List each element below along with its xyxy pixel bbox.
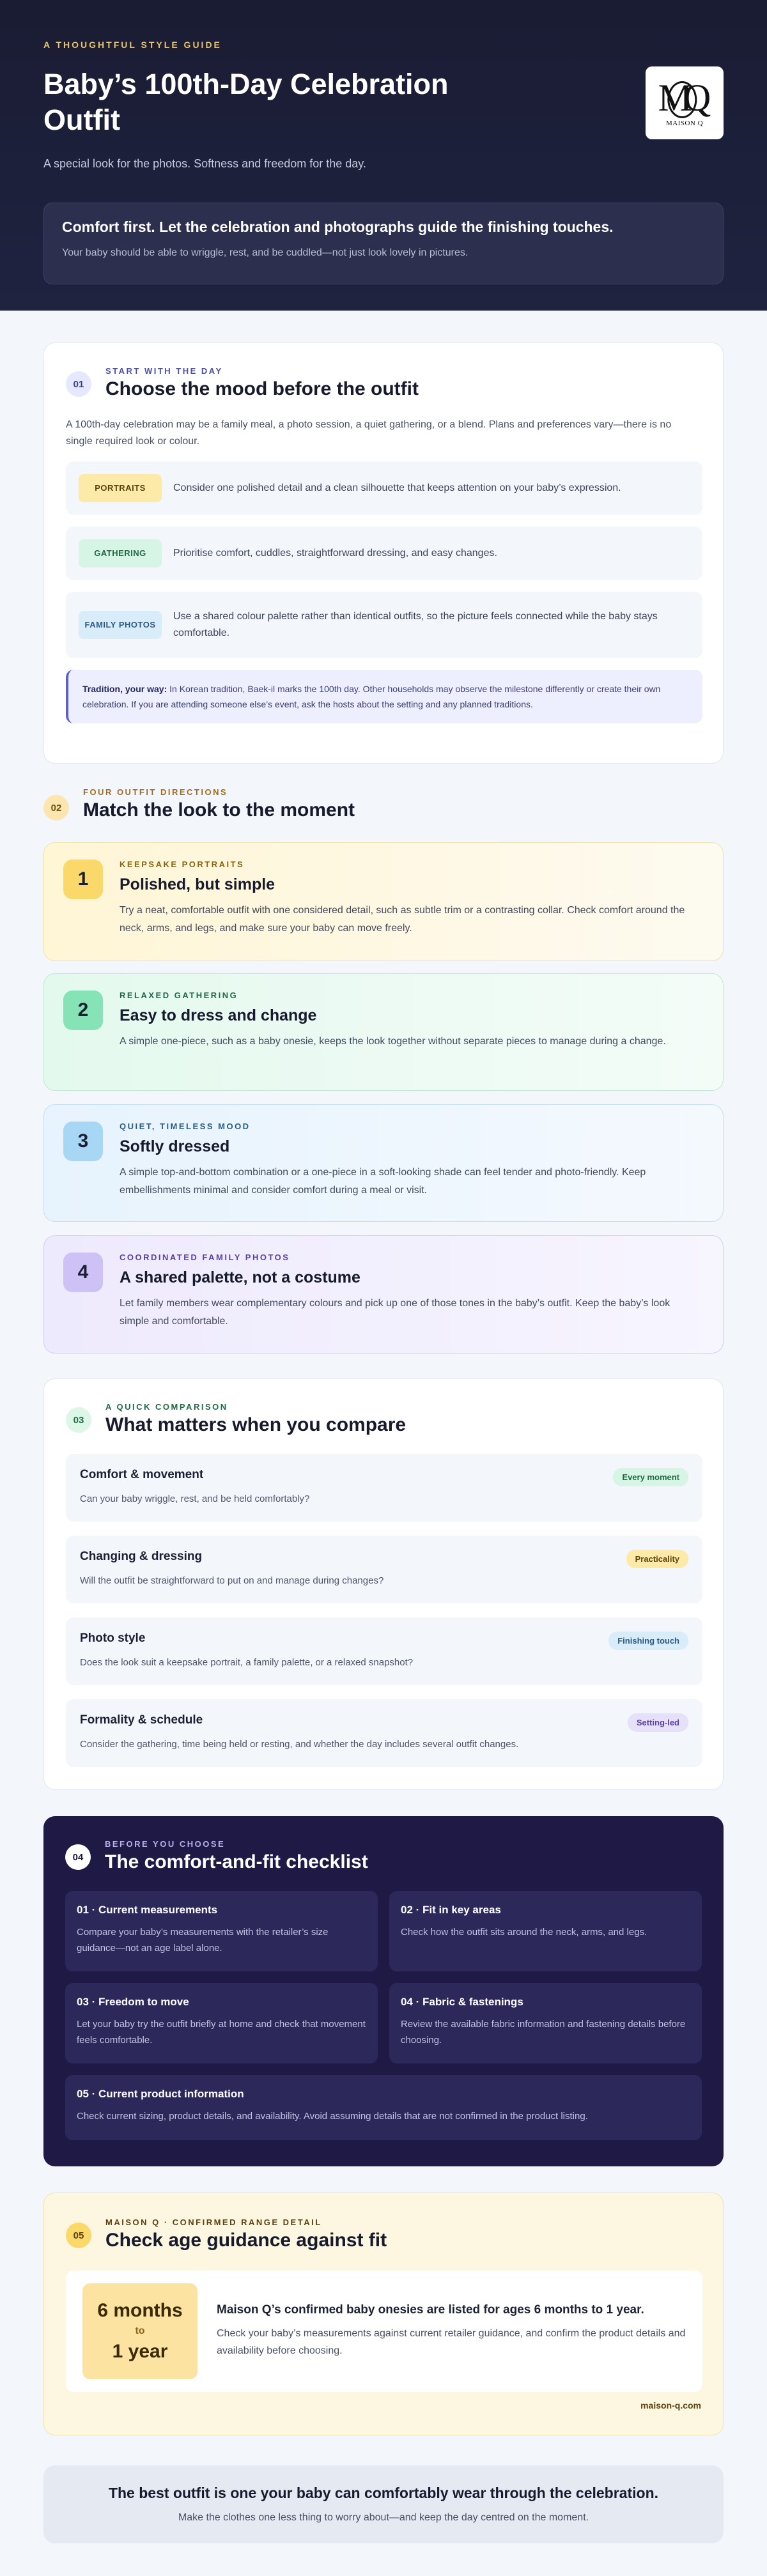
comparison-title: Changing & dressing [80,1550,203,1563]
checklist-item-title: 03 · Freedom to move [77,1996,189,2008]
section-header [66,366,701,400]
comparison-tag: Finishing touch [608,1631,688,1650]
section-number-badge: 01 [66,371,91,397]
section-title: What matters when you compare [105,1414,407,1435]
age-from: 6 months [97,2300,183,2321]
direction-text: A simple top-and-bottom combination or a one-piece in a soft-looking shade can feel tender and photo-friendly. Keep embellishments minimal and consider comfort during a meal or visit. [120,1167,646,1196]
comparison-title: Comfort & movement [80,1468,204,1481]
age-panel-title: Maison Q’s confirmed baby onesies are listed for ages 6 months to 1 year. [217,2303,644,2317]
direction-title: Easy to dress and change [120,1006,317,1024]
comparison-text: Does the look suit a keepsake portrait, a family palette, or a relaxed snapshot? [80,1657,414,1668]
direction-text: Try a neat, comfortable outfit with one considered detail, such as subtle trim or a contrasting collar. Check comfort around the neck, arms, and legs, and make sure your baby can move freely. [120,905,685,934]
section-intro: A 100th-day celebration may be a family meal, a photo session, a quiet gathering, or a blend. Plans and preferences vary—there is no single required look or colour. [66,419,672,447]
comparison-tag: Every moment [613,1468,688,1486]
site-link[interactable]: maison-q.com [640,2400,701,2410]
logo-monogram: MQ [658,79,711,117]
checklist-item-title: 02 · Fit in key areas [401,1904,501,1916]
comparison-text: Will the outfit be straightforward to put on and manage during changes? [80,1575,384,1586]
section-eyebrow: MAISON Q · CONFIRMED RANGE DETAIL [105,2217,322,2227]
age-panel-text: Check your baby’s measurements against current retailer guidance, and confirm the product details and availability before choosing. [217,2328,686,2356]
mood-row-family-photos [66,592,702,658]
direction-number: 1 [63,860,103,899]
checklist-item [65,1891,378,1971]
mood-row-gathering [66,527,702,580]
section-title: The comfort-and-fit checklist [105,1851,368,1872]
section-title: Match the look to the moment [83,799,355,821]
mood-pill: GATHERING [79,539,162,567]
comparison-row [66,1617,702,1685]
hero-subtitle: A special look for the photos. Softness and freedom for the day. [43,157,366,170]
section-header [66,2217,701,2251]
section-number-badge: 02 [43,795,69,821]
direction-eyebrow: KEEPSAKE PORTRAITS [120,860,245,869]
comparison-row [66,1536,702,1603]
checklist-item-title: 01 · Current measurements [77,1904,218,1916]
tradition-note [66,670,702,723]
comparison-text: Consider the gathering, time being held or resting, and whether the day includes several outfit changes. [80,1739,519,1750]
checklist-item-title: 04 · Fabric & fastenings [401,1996,523,2008]
age-to: 1 year [112,2341,168,2362]
section-header [66,1402,701,1436]
section-eyebrow: A QUICK COMPARISON [105,1402,228,1412]
mood-row-portraits [66,461,702,515]
hero-header [0,0,767,311]
section-outfit-directions-header [43,787,355,821]
closing-text: Make the clothes one less thing to worry about—and keep the day centred on the moment. [178,2512,589,2523]
direction-card-keepsake [43,842,724,961]
hero-eyebrow: A THOUGHTFUL STYLE GUIDE [43,40,222,50]
mood-text: Use a shared colour palette rather than identical outfits, so the picture feels connected while the baby stays comfortable. [173,611,658,638]
page-title: Baby’s 100th-Day Celebration Outfit [43,68,449,136]
direction-title: A shared palette, not a costume [120,1269,360,1286]
checklist-item [65,1983,378,2063]
section-header [65,1839,702,1873]
direction-card-relaxed [43,973,724,1091]
closing-banner [43,2465,724,2543]
comparison-tag: Setting-led [628,1713,688,1732]
section-title: Choose the mood before the outfit [105,378,419,399]
brand-logo[interactable] [646,66,724,139]
callout-title: Comfort first. Let the celebration and photographs guide the finishing touches. [62,219,614,235]
direction-card-coordinated [43,1235,724,1354]
checklist-item-text: Check how the outfit sits around the neck, arms, and legs. [401,1927,647,1938]
section-title: Check age guidance against fit [105,2230,387,2251]
direction-card-timeless [43,1104,724,1222]
direction-eyebrow: QUIET, TIMELESS MOOD [120,1122,251,1131]
mood-text: Consider one polished detail and a clean silhouette that keeps attention on your baby’s expression. [173,482,621,493]
direction-eyebrow: RELAXED GATHERING [120,991,238,1000]
age-to-word: to [135,2325,145,2336]
mood-pill: FAMILY PHOTOS [79,611,162,639]
section-eyebrow: START WITH THE DAY [105,366,223,376]
hero-callout [43,203,724,284]
direction-title: Softly dressed [120,1138,230,1155]
comparison-title: Photo style [80,1631,146,1645]
checklist-grid [65,1891,702,2140]
direction-number: 4 [63,1253,103,1292]
section-comparison [43,1378,724,1790]
comparison-row [66,1454,702,1522]
section-checklist [43,1816,724,2166]
checklist-item [65,2075,702,2140]
checklist-item [389,1891,702,1971]
note-text: In Korean tradition, Baek-il marks the 100th day. Other households may observe the milestone differently or create their own celebration. If you are attending someone else’s event, ask the hosts about the setting and any planned traditions. [82,684,661,709]
checklist-item-text: Compare your baby’s measurements with the retailer’s size guidance—not an age label alone. [77,1927,329,1954]
direction-eyebrow: COORDINATED FAMILY PHOTOS [120,1253,290,1262]
section-number-badge: 03 [66,1407,91,1433]
checklist-item-text: Review the available fabric information and fastening details before choosing. [401,2019,686,2046]
section-age-guidance [43,2193,724,2435]
section-number-badge: 05 [66,2223,91,2248]
checklist-item-text: Check current sizing, product details, and availability. Avoid assuming details that are not confirmed in the product listing. [77,2111,588,2122]
section-eyebrow: FOUR OUTFIT DIRECTIONS [83,787,228,797]
checklist-item-title: 05 · Current product information [77,2088,244,2100]
section-number-badge: 04 [65,1844,91,1870]
section-eyebrow: BEFORE YOU CHOOSE [105,1839,226,1849]
checklist-item [389,1983,702,2063]
direction-number: 2 [63,991,103,1030]
comparison-list [66,1454,701,1767]
comparison-row [66,1699,702,1767]
checklist-item-text: Let your baby try the outfit briefly at home and check that movement feels comfortable. [77,2019,366,2046]
mood-text: Prioritise comfort, cuddles, straightforward dressing, and easy changes. [173,548,497,559]
callout-text: Your baby should be able to wriggle, rest, and be cuddled—not just look lovely in pictures. [62,247,469,258]
closing-title: The best outfit is one your baby can comfortably wear through the celebration. [108,2485,659,2501]
age-guidance-panel [66,2271,702,2392]
note-label: Tradition, your way: [82,684,167,694]
direction-number: 3 [63,1122,103,1161]
comparison-tag: Practicality [626,1550,688,1568]
section-choose-mood [43,343,724,764]
direction-title: Polished, but simple [120,875,275,893]
logo-wordmark: MAISON Q [665,120,704,127]
comparison-title: Formality & schedule [80,1713,203,1727]
age-range-box [82,2283,198,2379]
comparison-text: Can your baby wriggle, rest, and be held comfortably? [80,1493,310,1504]
mood-pill: PORTRAITS [79,474,162,502]
direction-text: A simple one-piece, such as a baby onesie, keeps the look together without separate pieces to manage during a change. [120,1036,666,1047]
direction-text: Let family members wear complementary colours and pick up one of those tones in the baby’s outfit. Keep the baby’s look simple and comfortable. [120,1298,670,1327]
